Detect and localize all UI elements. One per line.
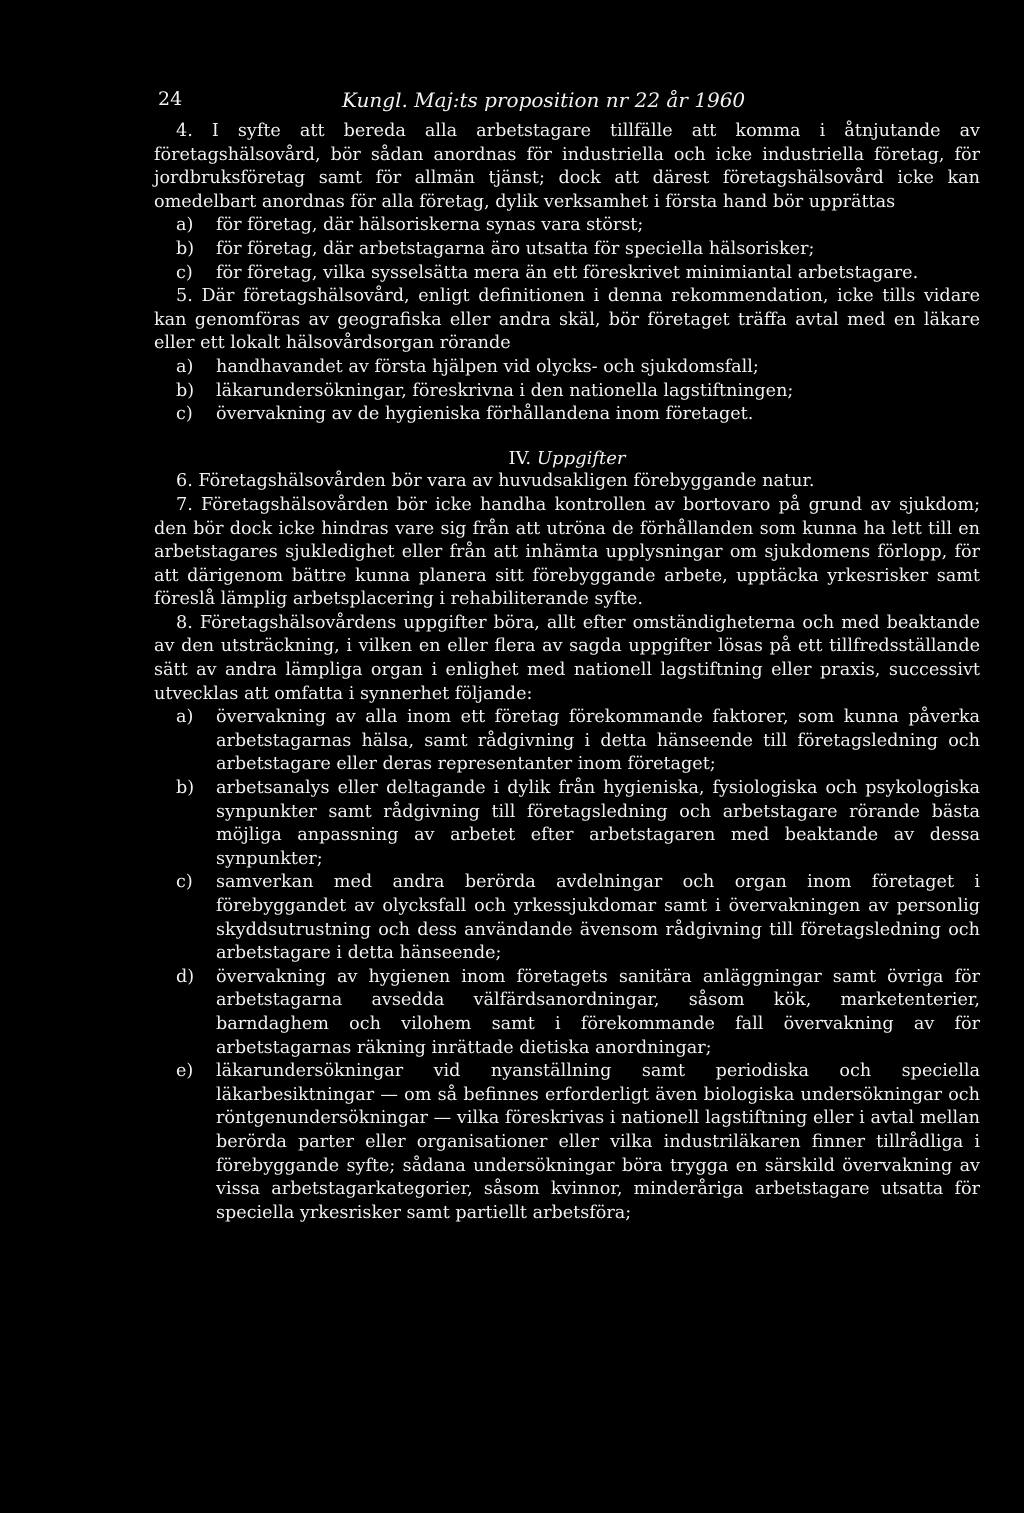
list-marker: b)	[176, 778, 195, 799]
paragraph-number: 5.	[176, 286, 193, 307]
list-marker: a)	[176, 215, 194, 236]
list-marker: e)	[176, 1061, 194, 1082]
paragraph-4	[154, 120, 980, 214]
section-heading	[154, 447, 980, 471]
paragraph-5-list	[154, 356, 980, 427]
list-item-text: för företag, där arbetstagarna äro utsatta för speciella hälsorisker;	[216, 238, 815, 259]
list-item-text: för företag, där hälsoriskerna synas vara störst;	[216, 215, 644, 236]
paragraph-5	[154, 285, 980, 356]
list-item-text: läkarundersökningar, föreskrivna i den nationella lagstiftningen;	[216, 380, 794, 401]
section-title: Uppgifter	[536, 447, 626, 469]
paragraph-text: Företagshälsovården bör icke handha kontrollen av bortovaro på grund av sjukdom; den bör dock icke hindras vare sig från att utröna de förhållanden som kunna ha lett till en arbetstagares sjukledighet eller från att inhämta upplysningar om sjukdomens förlopp, för att därigenom bättre kunna planera sitt förebyggande arbete, upptäcka yrkesrisker samt föreslå lämplig arbetsplacering i rehabiliterande syfte.	[154, 494, 980, 610]
list-marker: c)	[176, 262, 193, 283]
list-item	[154, 706, 980, 777]
paragraph-text: Där företagshälsovård, enligt definitionen i denna rekommendation, icke tills vidare kan genomföras av geografiska eller andra skäl, bör företaget träffa avtal med en läkare eller ett lokalt hälsovårdsorgan rörande	[154, 286, 981, 354]
paragraph-7	[154, 494, 980, 612]
paragraph-number: 8.	[176, 612, 193, 633]
paragraph-number: 4.	[176, 121, 193, 141]
paragraph-text: Företagshälsovårdens uppgifter böra, allt efter omständigheterna och med beaktande av den utsträckning, i vilken en eller flera av sagda uppgifter lösas på ett tillfredsställande sätt av andra lämpliga organ i enlighet med nationell lagstiftning eller praxis, successivt utvecklas att omfatta i synnerhet följande:	[154, 612, 981, 704]
list-item	[154, 356, 980, 380]
list-marker: b)	[176, 380, 195, 401]
list-item-text: arbetsanalys eller deltagande i dylik från hygieniska, fysiologiska och psykologiska synpunkter samt rådgivning till företagsledning och arbetstagare rörande bästa möjliga anpassning av arbetet efter arbetstagaren med beaktande av dessa synpunkter;	[216, 778, 980, 869]
paragraph-text: I syfte att bereda alla arbetstagare tillfälle att komma i åtnjutande av företagshälsovård, bör sådan anordnas för industriella och icke industriella företag, för jordbruksföretag samt för allmän tjänst; dock att därest företagshälsovård icke kan omedelbart anordnas för alla företag, dylik verksamhet i första hand bör upprättas	[154, 121, 981, 212]
list-item	[154, 403, 980, 427]
list-item	[154, 262, 980, 286]
page-number: 24	[158, 88, 183, 110]
list-item	[154, 966, 980, 1060]
paragraph-number: 7.	[176, 494, 193, 515]
list-marker: d)	[176, 966, 195, 987]
paragraph-4-list	[154, 214, 980, 285]
list-marker: a)	[176, 707, 194, 728]
list-marker: c)	[176, 404, 193, 425]
list-item	[154, 777, 980, 871]
list-item-text: övervakning av hygienen inom företagets sanitära anläggningar samt övriga för arbetstagarna avsedda välfärdsanordningar, såsom kök, marketenterier, barndaghem och vilohem samt i förekommande fall övervakning av för arbetstagarnas räkning inrättade dietiska anordningar;	[216, 966, 980, 1058]
list-item	[154, 214, 980, 238]
list-item	[154, 238, 980, 262]
list-item-text: läkarundersökningar vid nyanställning samt periodiska och speciella läkarbesiktningar — om så befinnes erforderligt även biologiska undersökningar och röntgenundersökningar — vilka föreskrivas i nationell lagstiftning eller i avtal mellan berörda parter eller organisationer eller vilka industriläkaren finner tillrådliga i förebyggande syfte; sådana undersökningar böra trygga en särskild övervakning av vissa arbetstagarkategorier, såsom kvinnor, minderåriga arbetstagare utsatta för speciella yrkesrisker samt partiellt arbetsföra;	[216, 1061, 980, 1223]
list-item-text: övervakning av alla inom ett företag förekommande faktorer, som kunna påverka arbetstagarnas hälsa, samt rådgivning i detta hänseende till företagsledning och arbetstagare eller deras representanter inom företaget;	[216, 707, 980, 775]
list-item	[154, 871, 980, 965]
list-item-text: övervakning av de hygieniska förhållandena inom företaget.	[216, 404, 754, 425]
paragraph-6	[154, 470, 980, 494]
paragraph-8-list	[154, 706, 980, 1225]
paragraph-number: 6.	[176, 471, 193, 492]
paragraph-text: Företagshälsovården bör vara av huvudsakligen förebyggande natur.	[198, 471, 815, 492]
page-header	[158, 88, 978, 118]
paragraph-8	[154, 612, 980, 706]
section-numeral: IV.	[508, 447, 532, 469]
list-item-text: för företag, vilka sysselsätta mera än ett föreskrivet minimiantal arbetstagare.	[216, 262, 919, 283]
list-marker: a)	[176, 356, 194, 377]
list-marker: b)	[176, 238, 195, 259]
list-item-text: handhavandet av första hjälpen vid olycks- och sjukdomsfall;	[216, 356, 759, 377]
running-title: Kungl. Maj:ts proposition nr 22 år 1960	[342, 88, 746, 112]
list-item-text: samverkan med andra berörda avdelningar och organ inom företaget i förebyggandet av olycksfall och yrkessjukdomar samt i övervakningen av personlig skyddsutrustning och dess användande ävensom rådgivning till företagsledning och arbetstagare i detta hänseende;	[216, 872, 980, 964]
list-item	[154, 1060, 980, 1225]
list-item	[154, 380, 980, 404]
body-text	[154, 120, 980, 1225]
list-marker: c)	[176, 872, 193, 893]
